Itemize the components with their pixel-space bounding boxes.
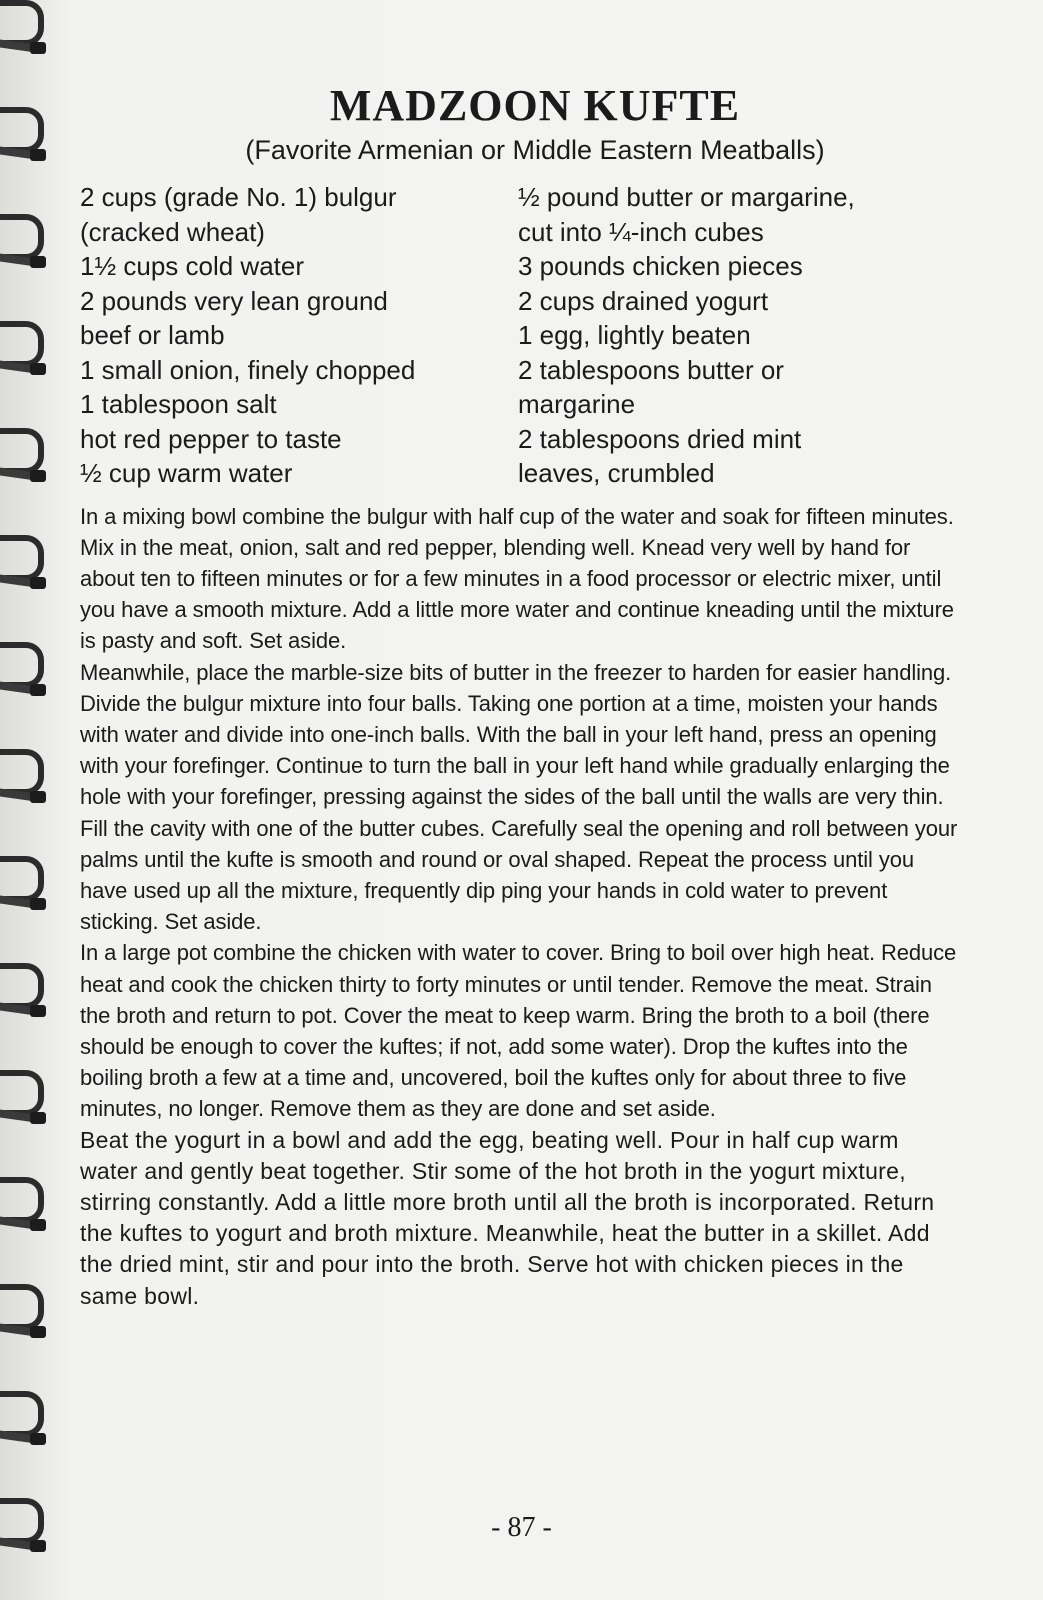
ingredient-line: 1 tablespoon salt — [80, 389, 277, 419]
ingredient-line: 2 tablespoons dried mint — [518, 423, 802, 454]
binding-ring — [0, 634, 52, 704]
binding-ring — [0, 99, 52, 169]
ingredient-line: leaves, crumbled — [518, 458, 715, 488]
binding-ring — [0, 0, 52, 62]
binding-ring — [0, 527, 52, 597]
instruction-paragraph: Meanwhile, place the marble-size bits of butter in the freezer to harden for easier handling. Divide the bulgur mixture into four balls. Taking one portion at a time, moisten your hands with water and divide into one-inch balls. With the ball in your left hand, press an opening with your forefinger. Continue to turn the ball in your left hand while gradually enlarging the hole with your forefinger, pressing against the sides of the ball until the walls are very thin. Fill the cavity with one of the butter cubes. Carefully seal the opening and roll between your palms until the kufte is smooth and round or oval shaped. Repeat the process until you have used up all the mixture, frequently dip ping your hands in cold water to prevent sticking. Set aside. — [80, 659, 958, 935]
binding-ring — [0, 1062, 52, 1132]
binding-ring — [0, 741, 52, 811]
ingredient-line: 2 cups drained yogurt — [518, 285, 769, 316]
ingredient-line: margarine — [518, 389, 636, 419]
binding-ring — [0, 420, 52, 490]
ingredient-line: 2 cups (grade No. 1) bulgur — [80, 182, 397, 212]
ingredient-line: ½ cup warm water — [80, 458, 293, 488]
ingredient-line: hot red pepper to taste — [80, 423, 342, 454]
ingredient-line: ½ pound butter or margarine, — [518, 182, 855, 212]
instruction-paragraph: In a mixing bowl combine the bulgur with half cup of the water and soak for fifteen minutes. Mix in the meat, onion, salt and red pepper, blending well. Knead very well by hand for about ten to fifteen minutes or for a few minutes in a food processor or electric mixer, until you have a smooth mixture. Add a little more water and continue kneading until the mixture is pasty and soft. Set aside. — [80, 503, 954, 654]
binding-ring — [0, 955, 52, 1025]
recipe-content — [80, 80, 960, 1312]
ingredient-line: 1 egg, lightly beaten — [518, 320, 751, 350]
ingredient-line: 1 small onion, finely chopped — [80, 354, 416, 385]
ingredients-column-left — [80, 180, 500, 491]
recipe-title: MADZOON KUFTE — [329, 81, 741, 130]
ingredient-line: beef or lamb — [80, 320, 225, 350]
page-number: - 87 - — [491, 1512, 552, 1543]
ingredient-line: 2 tablespoons butter or — [518, 354, 784, 385]
ingredient-line: 1½ cups cold water — [80, 251, 305, 281]
binding-ring — [0, 848, 52, 918]
binding-ring — [0, 1276, 52, 1346]
instruction-paragraph: In a large pot combine the chicken with water to cover. Bring to boil over high heat. Reduce heat and cook the chicken thirty to forty minutes or until tender. Remove the meat. Strain the broth and return to pot. Cover the meat to keep warm. Bring the broth to a boil (there should be enough to cover the kuftes; if not, add some water). Drop the kuftes into the boiling broth a few at a time and, uncovered, boil the kuftes only for about three to five minutes, no longer. Remove them as they are done and set aside. — [80, 940, 957, 1122]
binding-ring — [0, 1169, 52, 1239]
binding-ring — [0, 1383, 52, 1453]
ingredient-line: 3 pounds chicken pieces — [518, 251, 803, 281]
ingredients-column-right — [518, 180, 960, 491]
ingredient-line: 2 pounds very lean ground — [80, 285, 388, 316]
instruction-paragraph: Beat the yogurt in a bowl and add the egg, beating well. Pour in half cup warm water and gently beat together. Stir some of the hot broth in the yogurt mixture, stirring constantly. Add a little more broth until all the broth is incorporated. Return the kuftes to yogurt and broth mixture. Meanwhile, heat the butter in a skillet. Add the dried mint, stir and pour into the broth. Serve hot with chicken pieces in the same bowl. — [80, 1126, 935, 1309]
ingredient-line: cut into ¼-inch cubes — [518, 216, 764, 247]
ingredient-line: (cracked wheat) — [80, 216, 265, 247]
ingredients-list — [80, 180, 960, 491]
recipe-subtitle: (Favorite Armenian or Middle Eastern Meatballs) — [245, 135, 825, 165]
binding-ring — [0, 313, 52, 383]
binding-ring — [0, 206, 52, 276]
spiral-binding — [0, 0, 60, 1600]
